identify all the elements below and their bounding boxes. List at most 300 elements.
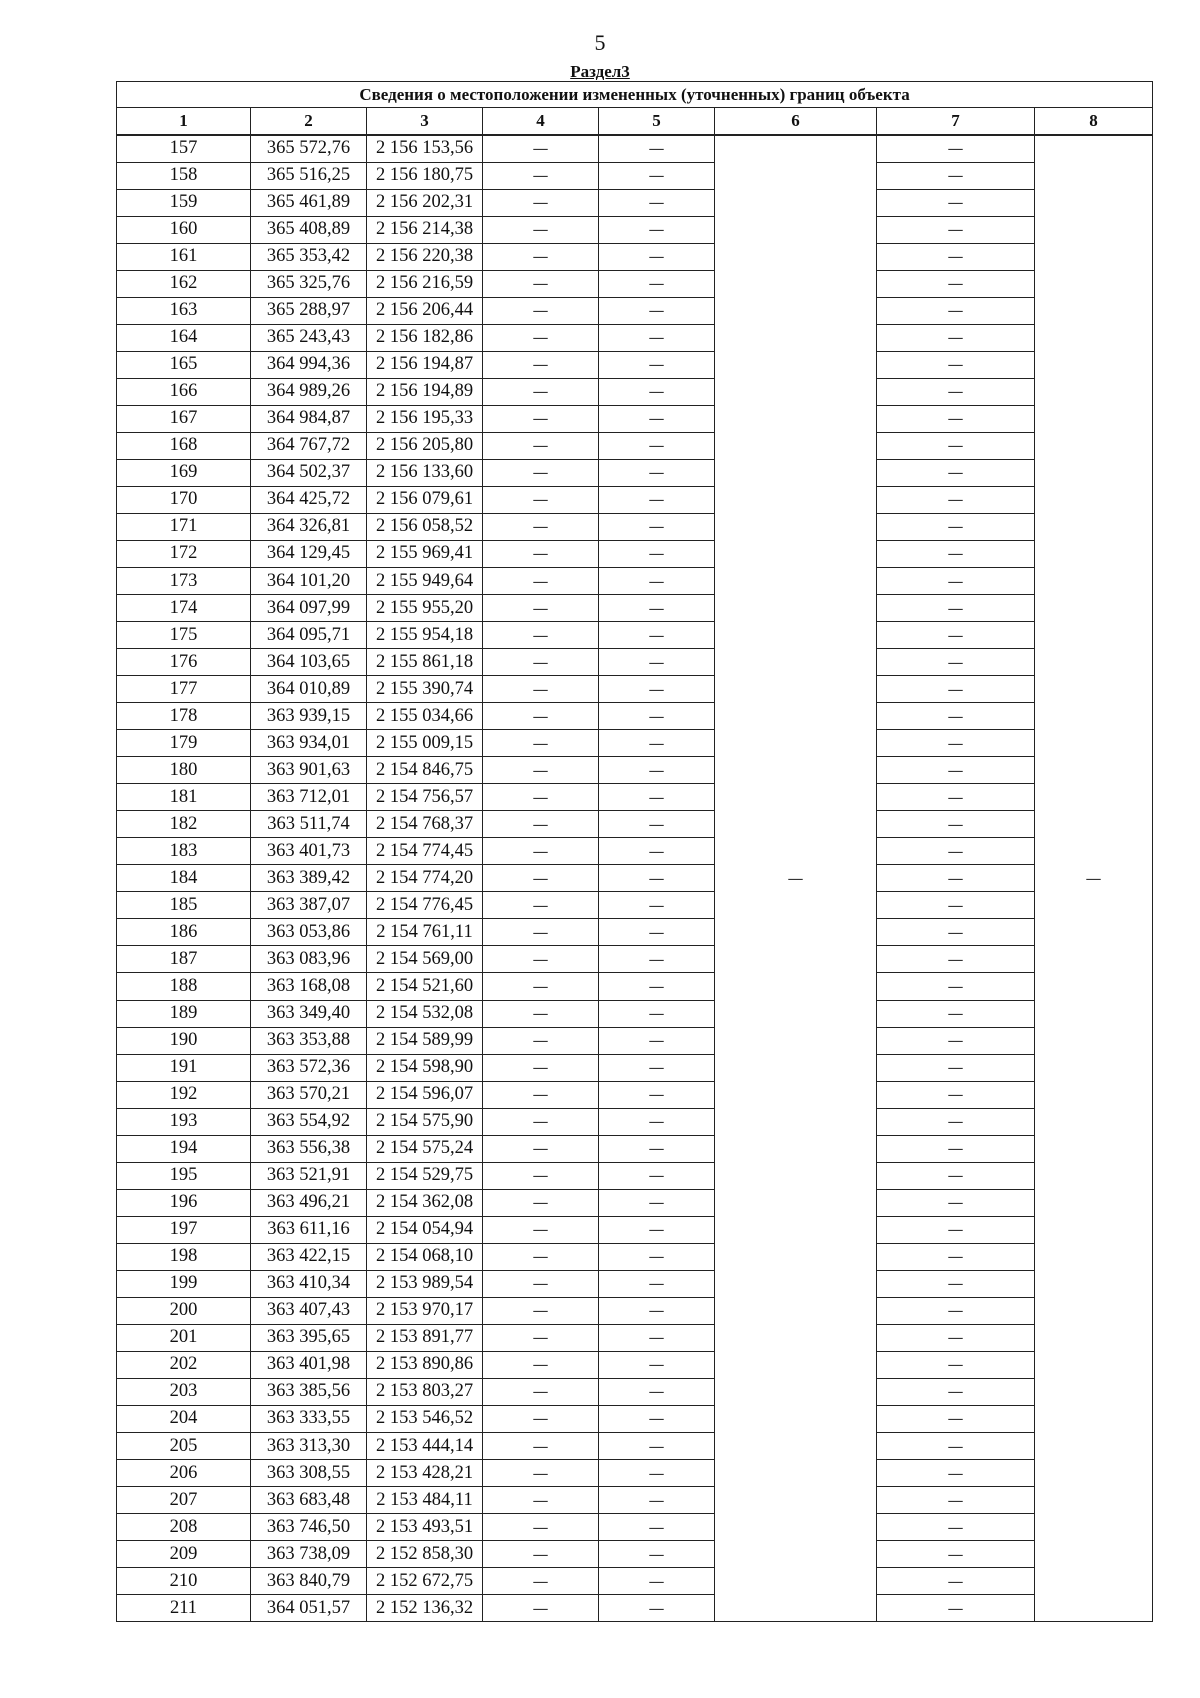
column-5-cell: —	[599, 730, 715, 757]
column-7-cell: —	[877, 1514, 1035, 1541]
y-coordinate-cell: 2 156 220,38	[367, 243, 483, 270]
column-7-cell: —	[877, 324, 1035, 351]
column-7-cell: —	[877, 568, 1035, 595]
column-4-cell: —	[483, 811, 599, 838]
column-5-cell: —	[599, 865, 715, 892]
page-number: 5	[594, 30, 606, 55]
table-row	[117, 1514, 1153, 1541]
column-5-cell: —	[599, 811, 715, 838]
column-4-cell: —	[483, 189, 599, 216]
column-4-cell: —	[483, 919, 599, 946]
column-4-cell: —	[483, 1054, 599, 1081]
column-5-cell: —	[599, 676, 715, 703]
x-coordinate-cell: 363 556,38	[251, 1135, 367, 1162]
x-coordinate-cell: 363 401,73	[251, 838, 367, 865]
table-row	[117, 1189, 1153, 1216]
table-row	[117, 243, 1153, 270]
x-coordinate-cell: 364 502,37	[251, 459, 367, 486]
x-coordinate-cell: 363 083,96	[251, 946, 367, 973]
point-number-cell: 159	[117, 189, 251, 216]
column-7-cell: —	[877, 243, 1035, 270]
y-coordinate-cell: 2 154 768,37	[367, 811, 483, 838]
column-7-cell: —	[877, 486, 1035, 513]
table-row	[117, 405, 1153, 432]
x-coordinate-cell: 364 425,72	[251, 486, 367, 513]
column-4-cell: —	[483, 946, 599, 973]
column-4-cell: —	[483, 757, 599, 784]
column-5-cell: —	[599, 486, 715, 513]
column-7-cell: —	[877, 730, 1035, 757]
table-row	[117, 1568, 1153, 1595]
x-coordinate-cell: 365 243,43	[251, 324, 367, 351]
x-coordinate-cell: 363 901,63	[251, 757, 367, 784]
column-5-cell: —	[599, 189, 715, 216]
x-coordinate-cell: 363 934,01	[251, 730, 367, 757]
y-coordinate-cell: 2 156 079,61	[367, 486, 483, 513]
table-row	[117, 1460, 1153, 1487]
column-7-cell: —	[877, 1405, 1035, 1432]
y-coordinate-cell: 2 154 596,07	[367, 1081, 483, 1108]
x-coordinate-cell: 363 570,21	[251, 1081, 367, 1108]
point-number-cell: 205	[117, 1433, 251, 1460]
column-7-cell: —	[877, 1324, 1035, 1351]
x-coordinate-cell: 363 168,08	[251, 973, 367, 1000]
x-coordinate-cell: 363 939,15	[251, 703, 367, 730]
column-7-cell: —	[877, 1297, 1035, 1324]
point-number-cell: 166	[117, 378, 251, 405]
column-5-cell: —	[599, 351, 715, 378]
point-number-cell: 173	[117, 568, 251, 595]
y-coordinate-cell: 2 156 195,33	[367, 405, 483, 432]
y-coordinate-cell: 2 153 803,27	[367, 1378, 483, 1405]
column-4-cell: —	[483, 1162, 599, 1189]
column-5-cell: —	[599, 243, 715, 270]
column-7-cell: —	[877, 1595, 1035, 1622]
table-row	[117, 1378, 1153, 1405]
table-row	[117, 297, 1153, 324]
column-7-cell: —	[877, 1189, 1035, 1216]
column-4-cell: —	[483, 1568, 599, 1595]
column-4-cell: —	[483, 1487, 599, 1514]
table-row	[117, 1541, 1153, 1568]
table-row	[117, 1000, 1153, 1027]
y-coordinate-cell: 2 155 955,20	[367, 595, 483, 622]
column-5-cell: —	[599, 405, 715, 432]
column-7-cell: —	[877, 1487, 1035, 1514]
column-7-cell: —	[877, 162, 1035, 189]
point-number-cell: 160	[117, 216, 251, 243]
table-row	[117, 486, 1153, 513]
table-row	[117, 378, 1153, 405]
column-5-cell: —	[599, 1541, 715, 1568]
column-4-cell: —	[483, 784, 599, 811]
column-4-cell: —	[483, 1433, 599, 1460]
y-coordinate-cell: 2 153 444,14	[367, 1433, 483, 1460]
column-7-cell: —	[877, 1027, 1035, 1054]
column-5-cell: —	[599, 378, 715, 405]
column-5-cell: —	[599, 297, 715, 324]
table-row	[117, 649, 1153, 676]
x-coordinate-cell: 365 325,76	[251, 270, 367, 297]
table-row	[117, 622, 1153, 649]
column-7-cell: —	[877, 1568, 1035, 1595]
point-number-cell: 175	[117, 622, 251, 649]
column-7-cell: —	[877, 892, 1035, 919]
table-row	[117, 946, 1153, 973]
column-5-cell: —	[599, 270, 715, 297]
point-number-cell: 158	[117, 162, 251, 189]
table-row	[117, 459, 1153, 486]
column-4-cell: —	[483, 595, 599, 622]
column-5-cell: —	[599, 1189, 715, 1216]
x-coordinate-cell: 365 516,25	[251, 162, 367, 189]
point-number-cell: 193	[117, 1108, 251, 1135]
column-7-cell: —	[877, 1135, 1035, 1162]
point-number-cell: 206	[117, 1460, 251, 1487]
column-5-cell: —	[599, 622, 715, 649]
column-4-cell: —	[483, 324, 599, 351]
column-7-cell: —	[877, 1243, 1035, 1270]
point-number-cell: 157	[117, 135, 251, 162]
x-coordinate-cell: 363 385,56	[251, 1378, 367, 1405]
column-header: 2	[251, 108, 367, 136]
x-coordinate-cell: 363 053,86	[251, 919, 367, 946]
y-coordinate-cell: 2 156 214,38	[367, 216, 483, 243]
y-coordinate-cell: 2 153 493,51	[367, 1514, 483, 1541]
table-row	[117, 676, 1153, 703]
column-7-cell: —	[877, 703, 1035, 730]
y-coordinate-cell: 2 153 484,11	[367, 1487, 483, 1514]
column-5-cell: —	[599, 513, 715, 540]
column-4-cell: —	[483, 622, 599, 649]
y-coordinate-cell: 2 153 546,52	[367, 1405, 483, 1432]
table-row	[117, 892, 1153, 919]
column-5-cell: —	[599, 703, 715, 730]
table-row	[117, 540, 1153, 567]
column-5-cell: —	[599, 1000, 715, 1027]
column-4-cell: —	[483, 405, 599, 432]
table-row	[117, 1351, 1153, 1378]
column-7-cell: —	[877, 513, 1035, 540]
column-7-cell: —	[877, 1081, 1035, 1108]
column-7-cell: —	[877, 649, 1035, 676]
point-number-cell: 198	[117, 1243, 251, 1270]
table-row	[117, 1487, 1153, 1514]
y-coordinate-cell: 2 155 034,66	[367, 703, 483, 730]
x-coordinate-cell: 363 395,65	[251, 1324, 367, 1351]
point-number-cell: 201	[117, 1324, 251, 1351]
column-7-cell: —	[877, 784, 1035, 811]
y-coordinate-cell: 2 154 068,10	[367, 1243, 483, 1270]
x-coordinate-cell: 364 097,99	[251, 595, 367, 622]
column-7-cell: —	[877, 1162, 1035, 1189]
table-row	[117, 1135, 1153, 1162]
y-coordinate-cell: 2 153 970,17	[367, 1297, 483, 1324]
column-4-cell: —	[483, 1027, 599, 1054]
y-coordinate-cell: 2 156 194,89	[367, 378, 483, 405]
x-coordinate-cell: 365 288,97	[251, 297, 367, 324]
y-coordinate-cell: 2 153 989,54	[367, 1270, 483, 1297]
column-4-cell: —	[483, 351, 599, 378]
column-7-cell: —	[877, 1054, 1035, 1081]
column-7-cell: —	[877, 595, 1035, 622]
table-row	[117, 1081, 1153, 1108]
x-coordinate-cell: 364 095,71	[251, 622, 367, 649]
table-row	[117, 1595, 1153, 1622]
column-4-cell: —	[483, 486, 599, 513]
point-number-cell: 182	[117, 811, 251, 838]
point-number-cell: 167	[117, 405, 251, 432]
y-coordinate-cell: 2 154 846,75	[367, 757, 483, 784]
point-number-cell: 196	[117, 1189, 251, 1216]
column-4-cell: —	[483, 432, 599, 459]
column-5-cell: —	[599, 1351, 715, 1378]
table-row	[117, 811, 1153, 838]
column-4-cell: —	[483, 1460, 599, 1487]
column-7-cell: —	[877, 973, 1035, 1000]
column-5-cell: —	[599, 973, 715, 1000]
column-7-cell: —	[877, 946, 1035, 973]
column-7-cell: —	[877, 189, 1035, 216]
table-row	[117, 730, 1153, 757]
x-coordinate-cell: 363 712,01	[251, 784, 367, 811]
y-coordinate-cell: 2 156 133,60	[367, 459, 483, 486]
table-row	[117, 865, 1153, 892]
y-coordinate-cell: 2 154 575,24	[367, 1135, 483, 1162]
x-coordinate-cell: 363 422,15	[251, 1243, 367, 1270]
x-coordinate-cell: 364 326,81	[251, 513, 367, 540]
y-coordinate-cell: 2 154 362,08	[367, 1189, 483, 1216]
y-coordinate-cell: 2 154 776,45	[367, 892, 483, 919]
column-5-cell: —	[599, 1270, 715, 1297]
point-number-cell: 180	[117, 757, 251, 784]
column-4-cell: —	[483, 730, 599, 757]
table-row	[117, 1270, 1153, 1297]
x-coordinate-cell: 364 984,87	[251, 405, 367, 432]
point-number-cell: 199	[117, 1270, 251, 1297]
point-number-cell: 209	[117, 1541, 251, 1568]
y-coordinate-cell: 2 154 774,45	[367, 838, 483, 865]
y-coordinate-cell: 2 152 672,75	[367, 1568, 483, 1595]
column-5-cell: —	[599, 1135, 715, 1162]
column-4-cell: —	[483, 270, 599, 297]
column-4-cell: —	[483, 676, 599, 703]
x-coordinate-cell: 363 308,55	[251, 1460, 367, 1487]
x-coordinate-cell: 363 410,34	[251, 1270, 367, 1297]
point-number-cell: 187	[117, 946, 251, 973]
column-5-cell: —	[599, 432, 715, 459]
column-7-cell: —	[877, 622, 1035, 649]
x-coordinate-cell: 365 408,89	[251, 216, 367, 243]
table-row	[117, 757, 1153, 784]
column-4-cell: —	[483, 513, 599, 540]
column-4-cell: —	[483, 1405, 599, 1432]
x-coordinate-cell: 364 994,36	[251, 351, 367, 378]
column-5-cell: —	[599, 1297, 715, 1324]
column-4-cell: —	[483, 162, 599, 189]
y-coordinate-cell: 2 156 205,80	[367, 432, 483, 459]
table-row	[117, 1324, 1153, 1351]
column-4-cell: —	[483, 568, 599, 595]
y-coordinate-cell: 2 155 969,41	[367, 540, 483, 567]
x-coordinate-cell: 364 101,20	[251, 568, 367, 595]
column-7-cell: —	[877, 1216, 1035, 1243]
table-row	[117, 351, 1153, 378]
point-number-cell: 181	[117, 784, 251, 811]
boundary-coordinates-table	[116, 81, 1153, 1622]
column-5-cell: —	[599, 1433, 715, 1460]
table-row	[117, 135, 1153, 162]
x-coordinate-cell: 363 401,98	[251, 1351, 367, 1378]
table-row	[117, 1108, 1153, 1135]
point-number-cell: 203	[117, 1378, 251, 1405]
column-5-cell: —	[599, 1514, 715, 1541]
column-header: 5	[599, 108, 715, 136]
y-coordinate-cell: 2 154 569,00	[367, 946, 483, 973]
table-body	[117, 135, 1153, 1622]
column-5-cell: —	[599, 135, 715, 162]
x-coordinate-cell: 365 353,42	[251, 243, 367, 270]
point-number-cell: 177	[117, 676, 251, 703]
column-5-cell: —	[599, 919, 715, 946]
column-5-cell: —	[599, 1405, 715, 1432]
point-number-cell: 208	[117, 1514, 251, 1541]
column-7-cell: —	[877, 1433, 1035, 1460]
column-7-cell: —	[877, 1000, 1035, 1027]
point-number-cell: 204	[117, 1405, 251, 1432]
table-row	[117, 162, 1153, 189]
column-7-cell: —	[877, 838, 1035, 865]
x-coordinate-cell: 363 387,07	[251, 892, 367, 919]
x-coordinate-cell: 364 989,26	[251, 378, 367, 405]
y-coordinate-cell: 2 153 890,86	[367, 1351, 483, 1378]
column-7-cell: —	[877, 135, 1035, 162]
y-coordinate-cell: 2 154 598,90	[367, 1054, 483, 1081]
column-4-cell: —	[483, 1243, 599, 1270]
x-coordinate-cell: 364 051,57	[251, 1595, 367, 1622]
x-coordinate-cell: 363 611,16	[251, 1216, 367, 1243]
y-coordinate-cell: 2 155 954,18	[367, 622, 483, 649]
table-row	[117, 568, 1153, 595]
column-5-cell: —	[599, 946, 715, 973]
column-header: 7	[877, 108, 1035, 136]
column-5-cell: —	[599, 1487, 715, 1514]
column-7-cell: —	[877, 757, 1035, 784]
column-7-cell: —	[877, 405, 1035, 432]
column-5-cell: —	[599, 1568, 715, 1595]
x-coordinate-cell: 363 389,42	[251, 865, 367, 892]
column-5-cell: —	[599, 540, 715, 567]
column-4-cell: —	[483, 1351, 599, 1378]
column-5-cell: —	[599, 1595, 715, 1622]
column-4-cell: —	[483, 540, 599, 567]
table-row	[117, 1433, 1153, 1460]
point-number-cell: 189	[117, 1000, 251, 1027]
point-number-cell: 170	[117, 486, 251, 513]
table-row	[117, 432, 1153, 459]
point-number-cell: 210	[117, 1568, 251, 1595]
y-coordinate-cell: 2 155 861,18	[367, 649, 483, 676]
column-7-cell: —	[877, 1351, 1035, 1378]
column-4-cell: —	[483, 216, 599, 243]
y-coordinate-cell: 2 154 521,60	[367, 973, 483, 1000]
column-7-cell: —	[877, 432, 1035, 459]
column-5-cell: —	[599, 1081, 715, 1108]
table-row	[117, 703, 1153, 730]
column-4-cell: —	[483, 1324, 599, 1351]
x-coordinate-cell: 365 461,89	[251, 189, 367, 216]
table-row	[117, 1243, 1153, 1270]
y-coordinate-cell: 2 156 206,44	[367, 297, 483, 324]
x-coordinate-cell: 363 349,40	[251, 1000, 367, 1027]
y-coordinate-cell: 2 154 054,94	[367, 1216, 483, 1243]
point-number-cell: 200	[117, 1297, 251, 1324]
x-coordinate-cell: 364 010,89	[251, 676, 367, 703]
column-5-cell: —	[599, 1054, 715, 1081]
table-caption: Сведения о местоположении измененных (уточненных) границ объекта	[117, 82, 1153, 108]
column-header: 1	[117, 108, 251, 136]
column-7-cell: —	[877, 1541, 1035, 1568]
point-number-cell: 194	[117, 1135, 251, 1162]
y-coordinate-cell: 2 156 058,52	[367, 513, 483, 540]
column-5-cell: —	[599, 1460, 715, 1487]
point-number-cell: 185	[117, 892, 251, 919]
x-coordinate-cell: 363 496,21	[251, 1189, 367, 1216]
x-coordinate-cell: 363 738,09	[251, 1541, 367, 1568]
x-coordinate-cell: 363 333,55	[251, 1405, 367, 1432]
column-5-cell: —	[599, 162, 715, 189]
x-coordinate-cell: 364 129,45	[251, 540, 367, 567]
column-4-cell: —	[483, 649, 599, 676]
column-5-cell: —	[599, 324, 715, 351]
y-coordinate-cell: 2 154 761,11	[367, 919, 483, 946]
y-coordinate-cell: 2 156 182,86	[367, 324, 483, 351]
column-5-cell: —	[599, 1162, 715, 1189]
column-4-cell: —	[483, 1135, 599, 1162]
table-row	[117, 1162, 1153, 1189]
y-coordinate-cell: 2 152 136,32	[367, 1595, 483, 1622]
column-7-cell: —	[877, 1460, 1035, 1487]
table-row	[117, 513, 1153, 540]
point-number-cell: 162	[117, 270, 251, 297]
column-4-cell: —	[483, 297, 599, 324]
point-number-cell: 191	[117, 1054, 251, 1081]
column-4-cell: —	[483, 703, 599, 730]
column-7-cell: —	[877, 297, 1035, 324]
point-number-cell: 183	[117, 838, 251, 865]
column-7-cell: —	[877, 216, 1035, 243]
column-7-cell: —	[877, 270, 1035, 297]
y-coordinate-cell: 2 154 529,75	[367, 1162, 483, 1189]
point-number-cell: 163	[117, 297, 251, 324]
point-number-cell: 164	[117, 324, 251, 351]
y-coordinate-cell: 2 154 532,08	[367, 1000, 483, 1027]
y-coordinate-cell: 2 155 390,74	[367, 676, 483, 703]
x-coordinate-cell: 363 554,92	[251, 1108, 367, 1135]
column-5-cell: —	[599, 1324, 715, 1351]
table-row	[117, 973, 1153, 1000]
x-coordinate-cell: 364 767,72	[251, 432, 367, 459]
column-header: 3	[367, 108, 483, 136]
column-7-cell: —	[877, 865, 1035, 892]
y-coordinate-cell: 2 156 194,87	[367, 351, 483, 378]
column-7-cell: —	[877, 919, 1035, 946]
y-coordinate-cell: 2 153 428,21	[367, 1460, 483, 1487]
column-7-cell: —	[877, 676, 1035, 703]
table-row	[117, 838, 1153, 865]
column-7-cell: —	[877, 378, 1035, 405]
y-coordinate-cell: 2 155 949,64	[367, 568, 483, 595]
